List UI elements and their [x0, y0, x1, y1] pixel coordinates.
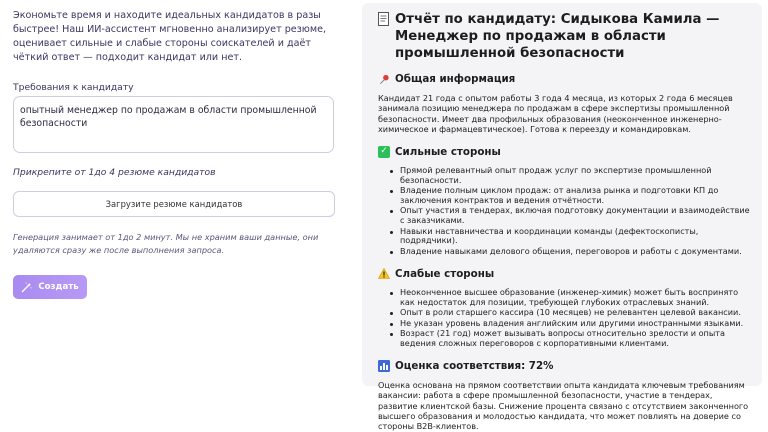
requirements-input[interactable]: опытный менеджер по продажам в области промышленной безопасности	[13, 96, 334, 153]
generation-note: Генерация занимает от 1до 2 минут. Мы не храним ваши данные, они удаляются сразу же после выполнения запроса.	[13, 232, 319, 255]
weaknesses-heading-text: Слабые стороны	[395, 267, 495, 280]
input-panel	[0, 0, 352, 401]
list-item: Владение навыками делового общения, переговоров и работы с документами.	[384, 247, 752, 257]
list-item: Возраст (21 год) может вызывать вопросы относительно зрелости и опыта ведения сложных переговоров с корпоративными клиентами.	[384, 329, 752, 349]
strengths-heading	[378, 146, 752, 158]
warning-icon	[378, 268, 390, 280]
requirements-label: Требования к кандидату	[13, 82, 134, 93]
general-info-heading	[378, 73, 752, 85]
intro-text: Экономьте время и находите идеальных кандидатов в разы быстрее! Наш ИИ-ассистент мгновенно анализирует резюме, оценивает сильные и слабые стороны соискателей и даёт чёткий ответ — подходит кандидат или нет.	[13, 10, 327, 63]
report-title-text: Отчёт по кандидату: Сидыкова Камила — Менеджер по продажам в области промышленной безопасности	[395, 12, 720, 61]
report-panel	[362, 3, 762, 432]
strengths-list	[384, 166, 752, 257]
list-item: Не указан уровень владения английским или другими иностранными языками.	[384, 319, 752, 329]
upload-resume-button[interactable]: Загрузите резюме кандидатов	[13, 191, 335, 217]
create-button[interactable]	[13, 275, 87, 299]
checkmark-icon: ✓	[378, 146, 390, 158]
create-button-label: Создать	[38, 282, 79, 292]
score-heading	[378, 360, 752, 372]
list-item: Владение полным циклом продаж: от анализа рынка и подготовки КП до заключения контрактов и ведения отчётности.	[384, 186, 752, 206]
general-info-text: Кандидат 21 года с опытом работы 3 года 4 месяца, из которых 2 года 6 месяцев занимала позицию менеджера по продажам в сфере экспертизы промышленной безопасности. Имеет два профильных образования (неоконченное инженерно-химическое и фармацевтическое). Готова к переезду и командировкам.	[378, 93, 733, 135]
general-info-heading-text: Общая информация	[395, 73, 516, 85]
strengths-heading-text: Сильные стороны	[395, 145, 501, 158]
list-item: Неоконченное высшее образование (инженер-химик) может быть воспринято как недостаток для позиции, требующей глубоких отраслевых знаний.	[384, 288, 752, 308]
report-title	[378, 11, 752, 62]
list-item: Навыки наставничества и координации команды (дефектоскописты, подрядчики).	[384, 227, 752, 247]
score-text: Оценка основана на прямом соответствии опыта кандидата ключевым требованиям вакансии: работа в сфере промышленной безопасности, участие в тендерах, развитие клиентской базы. Снижение процента связано с отсутствием законченного высшего образования и молодостью кандидата, что может повлиять на доверие со стороны B2B-клиентов.	[378, 379, 749, 432]
magic-wand-icon	[21, 282, 32, 293]
attach-hint: Прикрепите от 1до 4 резюме кандидатов	[13, 167, 216, 178]
bar-chart-icon	[378, 360, 390, 372]
score-heading-text: Оценка соответствия: 72%	[395, 359, 554, 372]
weaknesses-list	[384, 288, 752, 349]
list-item: Прямой релевантный опыт продаж услуг по экспертизе промышленной безопасности.	[384, 166, 752, 186]
weaknesses-heading	[378, 268, 752, 280]
list-item: Опыт в роли старшего кассира (10 месяцев) не релевантен целевой вакансии.	[384, 308, 752, 318]
list-item: Опыт участия в тендерах, включая подготовку документации и взаимодействие с заказчиками.	[384, 206, 752, 226]
document-icon	[378, 12, 389, 62]
pushpin-icon	[378, 73, 390, 85]
